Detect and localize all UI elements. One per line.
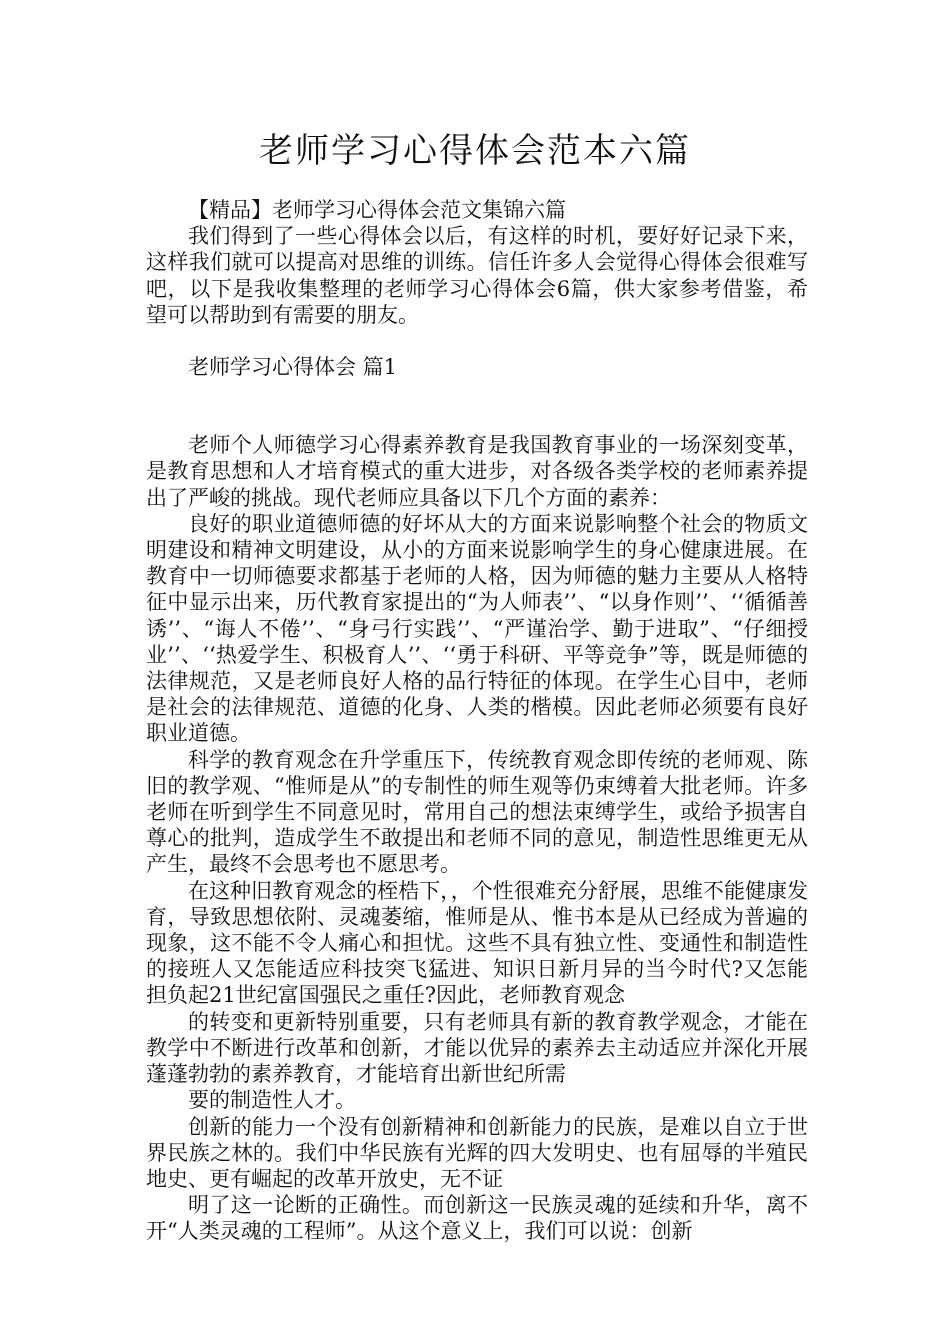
body-paragraph: 科学的教育观念在升学重压下，传统教育观念即传统的老师观、陈旧的教学观、“惟师是从”的专制性的师生观等仍束缚着大批老师。许多老师在听到学生不同意见时，常用自己的想法束缚学生，或给予损害自尊心的批判，造成学生不敢提出和老师不同的意见，制造性思维更无从产生，最终不会思考也不愿思考。	[146, 747, 808, 877]
body-paragraph: 良好的职业道德师德的好坏从大的方面来说影响整个社会的物质文明建设和精神文明建设，从小的方面来说影响学生的身心健康进展。在教育中一切师德要求都基于老师的人格，因为师德的魅力主要从人格特征中显示出来，历代教育家提出的“为人师表’’、“以身作则’’、‘‘循循善诱’’、“诲人不倦’’、“身弓行实践’’、“严谨治学、勤于进取”、“仔细授业’’、‘‘热爱学生、积极育人’’、‘‘勇于科研、平等竞争”等，既是师德的法律规范，又是老师良好人格的品行特征的体现。在学生心目中，老师是社会的法律规范、道德的化身、人类的楷模。因此老师必须要有良好职业道德。	[146, 511, 808, 746]
body-paragraph: 在这种旧教育观念的桎梏下，，个性很难充分舒展，思维不能健康发育，导致思想依附、灵魂萎缩，惟师是从、惟书本是从已经成为普遍的现象，这不能不令人痛心和担忧。这些不具有独立性、变通性和制造性的接班人又怎能适应科技突飞猛进、知识日新月异的当今时代?又怎能担负起21世纪富国强民之重任?因此，老师教育观念	[146, 878, 808, 1008]
body-paragraph: 明了这一论断的正确性。而创新这一民族灵魂的延续和升华，离不开“人类灵魂的工程师”。从这个意义上，我们可以说：创新	[146, 1193, 808, 1244]
document-body	[146, 197, 808, 1245]
subtitle-line: 【精品】老师学习心得体会范文集锦六篇	[188, 198, 566, 222]
section-heading: 老师学习心得体会 篇1	[188, 355, 398, 380]
body-paragraph: 要的制造性人才。	[188, 1088, 356, 1113]
body-paragraph: 的转变和更新特别重要，只有老师具有新的教育教学观念，才能在教学中不断进行改革和创新，才能以优异的素养去主动适应并深化开展蓬蓬勃勃的素养教育，才能培育出新世纪所需	[146, 1009, 808, 1087]
document-title: 老师学习心得体会范本六篇	[259, 131, 691, 171]
body-paragraph: 老师个人师德学习心得素养教育是我国教育事业的一场深刻变革，是教育思想和人才培育模式的重大进步，对各级各类学校的老师素养提出了严峻的挑战。现代老师应具备以下几个方面的素养：	[146, 433, 808, 510]
intro-paragraph: 我们得到了一些心得体会以后，有这样的时机，要好好记录下来，这样我们就可以提高对思维的训练。信任许多人会觉得心得体会很难写吧，以下是我收集整理的老师学习心得体会6篇，供大家参考借鉴，希望可以帮助到有需要的朋友。	[146, 224, 808, 327]
body-paragraph: 创新的能力一个没有创新精神和创新能力的民族，是难以自立于世界民族之林的。我们中华民族有光辉的四大发明史、也有屈辱的半殖民地史、更有崛起的改革开放史，无不证	[146, 1114, 808, 1191]
